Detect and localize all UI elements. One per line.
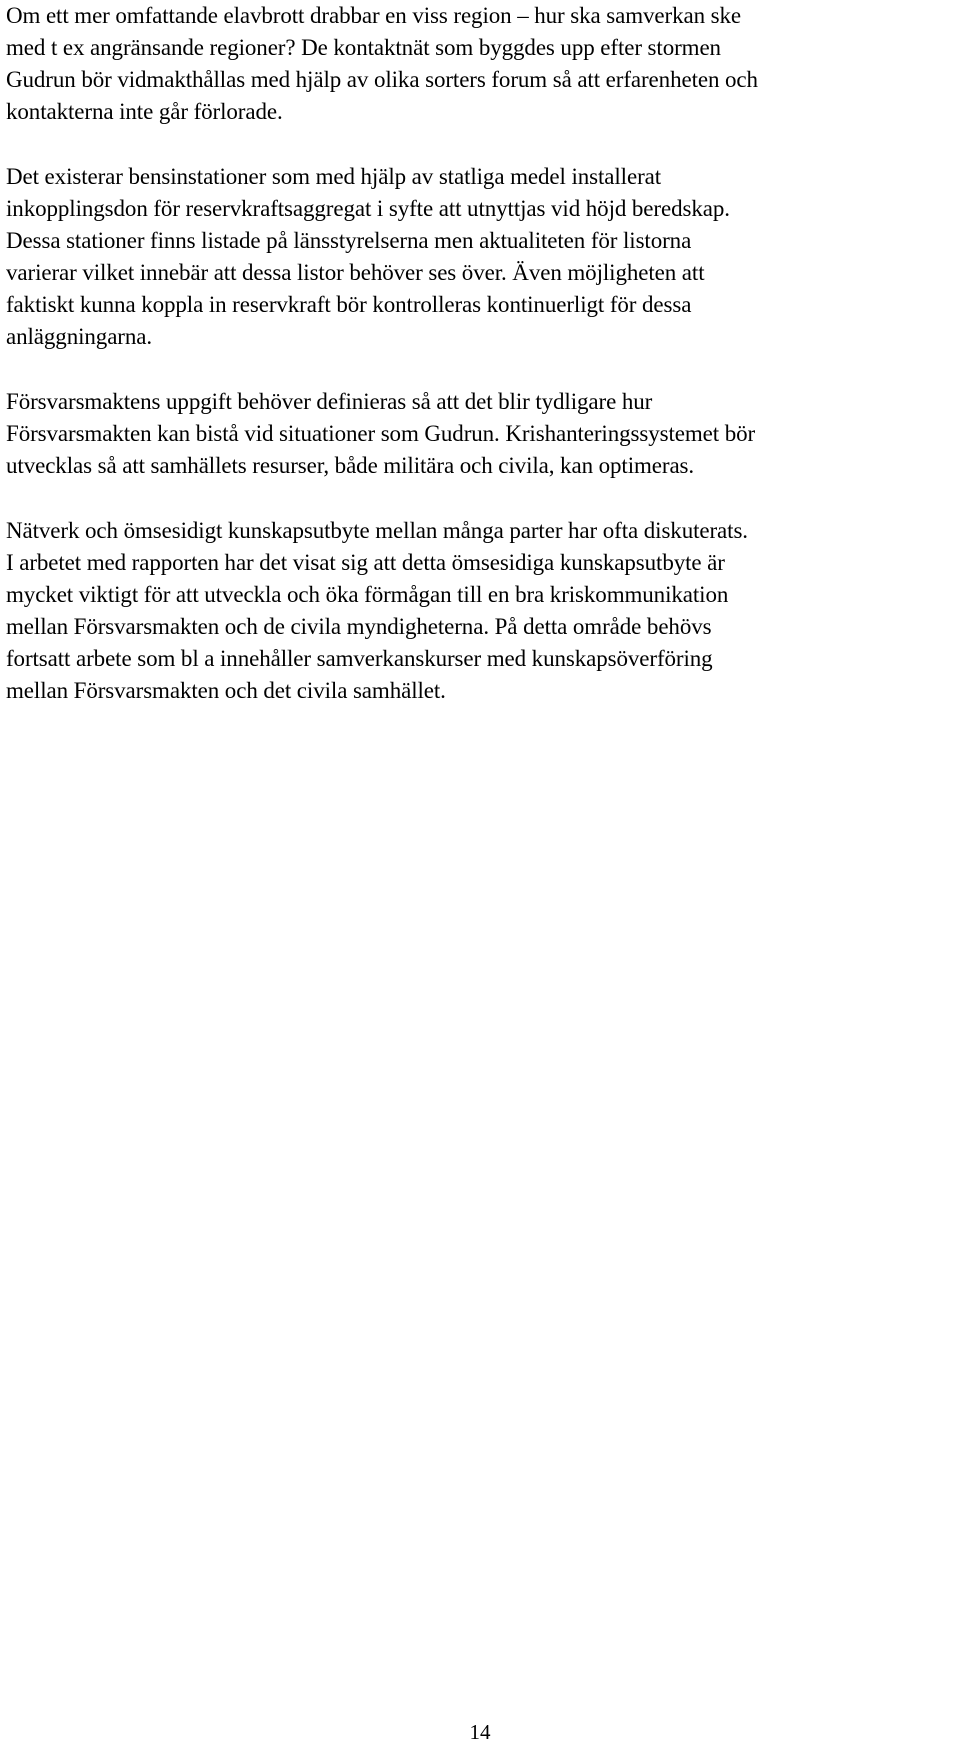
page-number: 14 bbox=[469, 1720, 491, 1744]
paragraph-knowledge-exchange: Nätverk och ömsesidigt kunskapsutbyte mellan många parter har ofta diskuterats. I arbetet med rapporten har det visat sig att detta ömsesidiga kunskapsutbyte är mycket viktigt för att utveckla och öka förmågan till en bra kriskommunikation mellan Försvarsmakten och de civila myndigheterna. På detta område behövs fortsatt arbete som bl a innehåller samverkanskurser med kunskapsöverföring mellan Försvarsmakten och det civila samhället. bbox=[6, 518, 748, 703]
paragraph-fuel-stations: Det existerar bensinstationer som med hjälp av statliga medel installerat inkopplingsdon för reservkraftsaggregat i syfte att utnyttjas vid höjd beredskap. Dessa stationer finns listade på länsstyrelserna men aktualiteten för listorna varierar vilket innebär att dessa listor behöver ses över. Även möjligheten att faktiskt kunna koppla in reservkraft bör kontrolleras kontinuerligt för dessa anläggningarna. bbox=[6, 164, 730, 349]
paragraph-armed-forces-role: Försvarsmaktens uppgift behöver definieras så att det blir tydligare hur Försvarsmakten kan bistå vid situationer som Gudrun. Krishanteringssystemet bör utvecklas så att samhällets resurser, både militära och civila, kan optimeras. bbox=[6, 389, 756, 478]
document-body bbox=[6, 0, 950, 740]
paragraph-regional-cooperation: Om ett mer omfattande elavbrott drabbar en viss region – hur ska samverkan ske med t ex angränsande regioner? De kontaktnät som byggdes upp efter stormen Gudrun bör vidmakthållas med hjälp av olika sorters forum så att erfarenheten och kontakterna inte går förlorade. bbox=[6, 3, 758, 124]
